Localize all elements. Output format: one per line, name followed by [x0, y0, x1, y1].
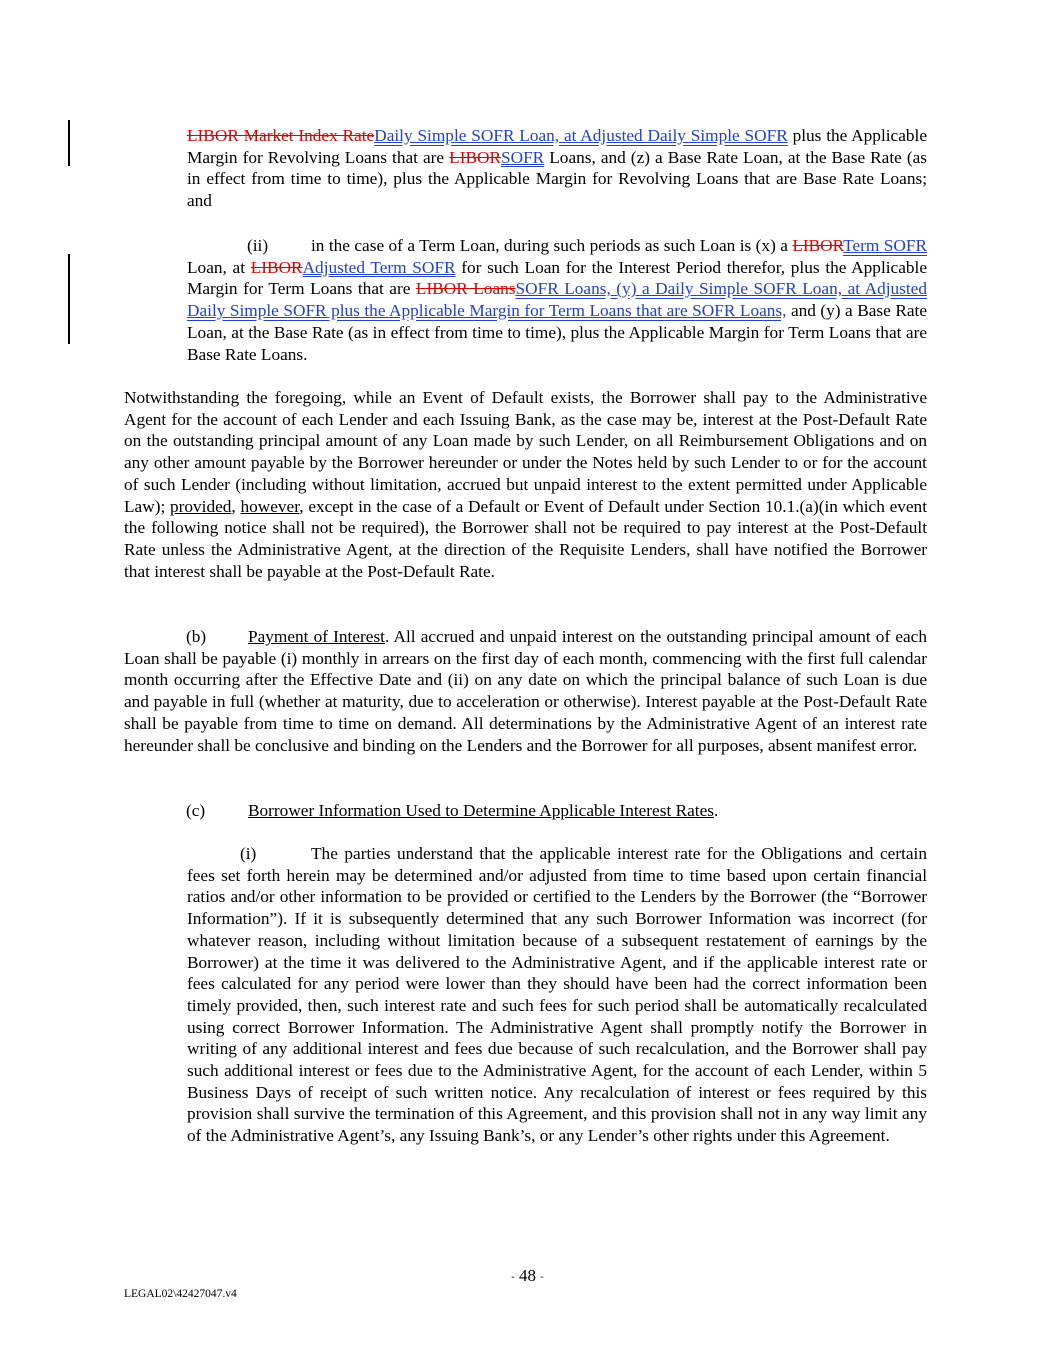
change-bar [68, 120, 70, 166]
clause-number: (c) [186, 801, 206, 820]
page-number: - 48 - [511, 1266, 544, 1285]
clause-number: (b) [186, 627, 207, 646]
paragraph-term-loan: (ii) in the case of a Term Loan, during such periods as such Loan is (x) a LIBORTerm SOFR Loan, at LIBORAdjusted Term SOFR for such Loan for the Interest Period therefor, plus the Applicable Margin for Term Loans that are LIBOR LoansSOFR Loans, (y) a Daily Simple SOFR Loan, at Adjusted Daily Simple SOFR plus the Applicable Margin for Term Loans that are SOFR Loans, and (y) a Base Rate Loan, at the Base Rate (as in effect from time to time), plus the Applicable Margin for Term Loans that are Base Rate Loans. [187, 236, 927, 364]
paragraph-revolving-continued: LIBOR Market Index RateDaily Simple SOFR Loan, at Adjusted Daily Simple SOFR plus the Applicable Margin for Revolving Loans that are LIBORSOFR Loans, and (z) a Base Rate Loan, at the Base Rate (as in effect from time to time), plus the Applicable Margin for Revolving Loans that are Base Rate Loans; and [187, 126, 927, 211]
deleted-text: LIBOR Loans [415, 279, 516, 299]
deleted-text: LIBOR Market Index Rate [187, 126, 375, 145]
inserted-text: SOFR [500, 147, 545, 167]
deleted-text: LIBOR [449, 147, 501, 167]
paragraph-payment-of-interest: (b) Payment of Interest. All accrued and unpaid interest on the outstanding principal amount of each Loan shall be payable (i) monthly in arrears on the first day of each month, commencing with the first full calendar month occurring after the Effective Date and (ii) on any date on which the principal balance of such Loan is due and payable in full (whether at maturity, due to acceleration or otherwise). Interest payable at the Post-Default Rate shall be payable from time to time on demand. All determinations by the Administrative Agent of an interest rate hereunder shall be conclusive and binding on the Lenders and the Borrower for all purposes, absent manifest error. [124, 627, 927, 755]
paragraph-borrower-information: (i) The parties understand that the applicable interest rate for the Obligations and certain fees set forth herein may be determined and/or adjusted from time to time based upon certain financial ratios and/or other information to be provided or certified to the Lenders by the Borrower (the “Borrower Information”). If it is subsequently determined that any such Borrower Information was incorrect (for whatever reason, including without limitation because of a subsequent restatement of earnings by the Borrower) at the time it was delivered to the Administrative Agent, and if the applicable interest rate or fees calculated for any period were lower than they should have been had the correct information been timely provided, then, such interest rate and such fees for such period shall be automatically recalculated using correct Borrower Information. The Administrative Agent shall promptly notify the Borrower in writing of any additional interest and fees due because of such recalculation, and the Borrower shall pay such additional interest or fees due to the Administrative Agent, for the account of each Lender, within 5 Business Days of receipt of such written notice. Any recalculation of interest or fees required by this provision shall survive the termination of this Agreement, and this provision shall not in any way limit any of the Administrative Agent’s, any Issuing Bank’s, or any Lender’s other rights under this Agreement. [187, 844, 927, 1146]
inserted-text: Term SOFR [843, 236, 927, 255]
paragraph-borrower-information-heading: (c) Borrower Information Used to Determine Applicable Interest Rates. [186, 801, 719, 820]
paragraph-default-interest: Notwithstanding the foregoing, while an Event of Default exists, the Borrower shall pay to the Administrative Agent for the account of each Lender and each Issuing Bank, as the case may be, interest at the Post-Default Rate on the outstanding principal amount of any Loan made by such Lender, on all Reimbursement Obligations and on any other amount payable by the Borrower hereunder or under the Notes held by such Lender to or for the account of such Lender (including without limitation, accrued but unpaid interest to the extent permitted under Applicable Law); provided, however, except in the case of a Default or Event of Default under Section 10.1.(a)(in which event the following notice shall not be required), the Borrower shall not be required to pay interest at the Post-Default Rate unless the Administrative Agent, at the direction of the Requisite Lenders, shall have notified the Borrower that interest shall be payable at the Post-Default Rate. [124, 388, 927, 581]
clause-number: (ii) [247, 236, 269, 255]
inserted-text: Daily Simple SOFR Loan, at Adjusted Daily Simple SOFR [374, 126, 788, 145]
deleted-text: LIBOR [792, 236, 844, 255]
clause-number: (i) [240, 844, 257, 863]
footer-document-id: LEGAL02\42427047.v4 [124, 1288, 237, 1300]
deleted-text: LIBOR [250, 257, 303, 277]
inserted-text: SOFR Loans, (y) a Daily Simple SOFR Loan, at Adjusted Daily Simple SOFR plus the Applicable Margin for Term Loans that are SOFR Loans, [187, 279, 927, 321]
section-heading: Payment of Interest [248, 627, 385, 646]
inserted-text: Adjusted Term SOFR [302, 257, 456, 277]
change-bar [68, 254, 70, 344]
section-heading: Borrower Information Used to Determine Applicable Interest Rates [248, 801, 714, 820]
